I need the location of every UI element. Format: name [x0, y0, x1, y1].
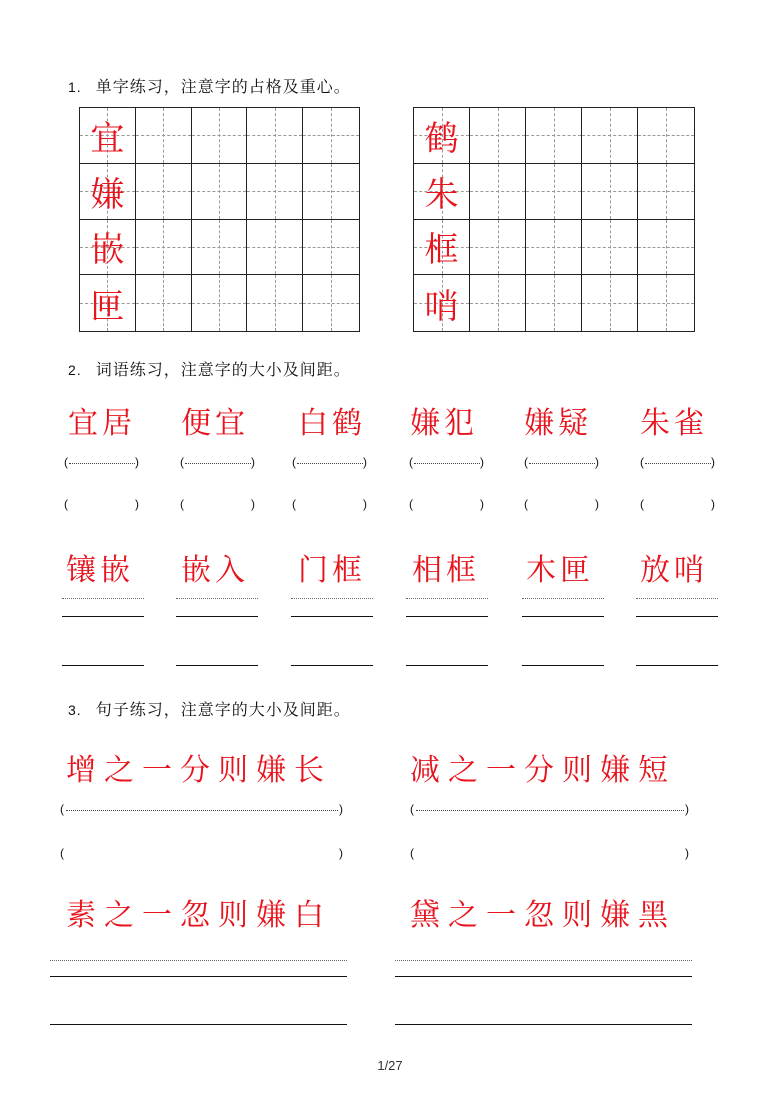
grid-cell — [192, 164, 248, 220]
grid-cell — [136, 220, 192, 276]
writing-line — [176, 665, 258, 666]
dotted-guide — [185, 463, 251, 464]
grid-cell — [303, 275, 359, 331]
grid-guide-horizontal — [526, 303, 581, 304]
paren-open: ( — [292, 455, 296, 469]
model-character: 嵌 — [90, 230, 125, 271]
dotted-guide — [395, 960, 692, 961]
model-character: 鹤 — [424, 118, 459, 159]
grid-guide-horizontal — [303, 191, 359, 192]
grid-guide-horizontal — [247, 191, 302, 192]
paren-close: ) — [595, 455, 599, 469]
sentence-1: 增之一分则嫌长 — [66, 753, 332, 788]
grid-guide-horizontal — [526, 135, 581, 136]
paren-open: ( — [640, 455, 644, 469]
paren-open: ( — [640, 497, 644, 511]
paren-close: ) — [135, 497, 139, 511]
grid-cell — [192, 275, 248, 331]
section-2-title — [68, 357, 351, 380]
grid-cell — [526, 275, 582, 331]
paren-open: ( — [409, 455, 413, 469]
section-3-text: 句子练习，注意字的大小及间距。 — [95, 700, 351, 719]
grid-guide-horizontal — [526, 191, 581, 192]
grid-cell — [136, 275, 192, 331]
grid-guide-horizontal — [582, 303, 637, 304]
grid-cell — [136, 108, 192, 164]
grid-guide-horizontal — [470, 303, 525, 304]
paren-close: ) — [480, 455, 484, 469]
dotted-guide — [529, 463, 595, 464]
word-7: 镶嵌 — [66, 553, 134, 588]
word-6: 朱雀 — [640, 406, 708, 441]
paren-close: ) — [711, 497, 715, 511]
grid-guide-horizontal — [247, 303, 302, 304]
grid-cell — [192, 220, 248, 276]
paren-close: ) — [251, 497, 255, 511]
writing-line — [291, 616, 373, 617]
dotted-guide — [406, 598, 488, 599]
grid-guide-horizontal — [470, 191, 525, 192]
grid-cell — [582, 275, 638, 331]
model-character: 嫌 — [90, 174, 125, 215]
grid-cell — [80, 164, 136, 220]
grid-guide-horizontal — [526, 247, 581, 248]
paren-open: ( — [409, 497, 413, 511]
grid-guide-horizontal — [582, 247, 637, 248]
section-3-title — [68, 697, 351, 720]
grid-guide-horizontal — [136, 191, 191, 192]
dotted-guide — [69, 463, 135, 464]
grid-cell — [470, 164, 526, 220]
paren-open: ( — [64, 497, 68, 511]
paren-close: ) — [339, 802, 343, 816]
writing-line — [406, 665, 488, 666]
dotted-guide — [522, 598, 604, 599]
grid-cell — [414, 164, 470, 220]
grid-guide-horizontal — [192, 303, 247, 304]
grid-cell — [638, 108, 694, 164]
paren-close: ) — [711, 455, 715, 469]
section-1-number: 1. — [68, 79, 82, 95]
grid-cell — [414, 220, 470, 276]
grid-guide-horizontal — [470, 247, 525, 248]
section-1-title — [68, 74, 351, 97]
word-3: 白鹤 — [298, 406, 366, 441]
grid-cell — [582, 220, 638, 276]
grid-cell — [247, 108, 303, 164]
grid-guide-horizontal — [303, 135, 359, 136]
writing-line — [522, 616, 604, 617]
word-1: 宜居 — [68, 406, 136, 441]
section-3-number: 3. — [68, 702, 82, 718]
paren-close: ) — [251, 455, 255, 469]
grid-cell — [303, 108, 359, 164]
sentence-4: 黛之一忽则嫌黑 — [410, 898, 676, 933]
paren-open: ( — [292, 497, 296, 511]
grid-cell — [582, 164, 638, 220]
model-character: 宜 — [90, 118, 125, 159]
dotted-guide — [416, 810, 684, 811]
sentence-2: 减之一分则嫌短 — [410, 753, 676, 788]
word-12: 放哨 — [640, 553, 708, 588]
dotted-guide — [62, 598, 144, 599]
grid-guide-horizontal — [247, 135, 302, 136]
paren-close: ) — [363, 497, 367, 511]
grid-cell — [638, 275, 694, 331]
grid-cell — [638, 164, 694, 220]
word-8: 嵌入 — [181, 553, 249, 588]
word-2: 便宜 — [181, 406, 249, 441]
grid-guide-horizontal — [192, 247, 247, 248]
writing-line — [62, 665, 144, 666]
grid-guide-horizontal — [638, 135, 694, 136]
paren-close: ) — [363, 455, 367, 469]
writing-line — [176, 616, 258, 617]
grid-guide-horizontal — [247, 247, 302, 248]
paren-open: ( — [60, 846, 64, 860]
section-1-text: 单字练习，注意字的占格及重心。 — [95, 77, 351, 96]
grid-cell — [303, 220, 359, 276]
grid-guide-horizontal — [582, 191, 637, 192]
dotted-guide — [297, 463, 363, 464]
grid-cell — [470, 275, 526, 331]
dotted-guide — [50, 960, 347, 961]
writing-line — [50, 1024, 347, 1025]
dotted-guide — [414, 463, 480, 464]
grid-guide-horizontal — [470, 135, 525, 136]
word-5: 嫌疑 — [524, 406, 592, 441]
section-2-number: 2. — [68, 362, 82, 378]
paren-close: ) — [480, 497, 484, 511]
word-10: 相框 — [412, 553, 480, 588]
dotted-guide — [176, 598, 258, 599]
grid-guide-horizontal — [192, 191, 247, 192]
writing-line — [395, 976, 692, 977]
grid-guide-horizontal — [136, 303, 191, 304]
writing-line — [395, 1024, 692, 1025]
paren-open: ( — [180, 497, 184, 511]
grid-guide-horizontal — [638, 191, 694, 192]
grid-cell — [470, 220, 526, 276]
grid-cell — [638, 220, 694, 276]
practice-grid-left — [79, 107, 360, 332]
writing-line — [291, 665, 373, 666]
grid-cell — [414, 108, 470, 164]
paren-close: ) — [595, 497, 599, 511]
paren-close: ) — [685, 846, 689, 860]
grid-cell — [136, 164, 192, 220]
paren-close: ) — [135, 455, 139, 469]
dotted-guide — [645, 463, 711, 464]
sentence-3: 素之一忽则嫌白 — [66, 898, 332, 933]
writing-line — [636, 665, 718, 666]
writing-line — [522, 665, 604, 666]
grid-cell — [526, 164, 582, 220]
grid-cell — [526, 220, 582, 276]
writing-line — [62, 616, 144, 617]
grid-cell — [80, 275, 136, 331]
grid-cell — [80, 108, 136, 164]
paren-open: ( — [410, 846, 414, 860]
writing-line — [50, 976, 347, 977]
grid-cell — [247, 164, 303, 220]
grid-cell — [414, 275, 470, 331]
writing-line — [636, 616, 718, 617]
word-9: 门框 — [298, 553, 366, 588]
grid-guide-horizontal — [192, 135, 247, 136]
grid-cell — [470, 108, 526, 164]
dotted-guide — [66, 810, 338, 811]
grid-guide-horizontal — [303, 303, 359, 304]
paren-open: ( — [60, 802, 64, 816]
model-character: 朱 — [424, 174, 459, 215]
grid-cell — [247, 220, 303, 276]
grid-guide-horizontal — [136, 135, 191, 136]
grid-cell — [247, 275, 303, 331]
page-number: 1/27 — [377, 1058, 403, 1073]
practice-grid-right — [413, 107, 695, 332]
word-11: 木匣 — [526, 553, 594, 588]
writing-line — [406, 616, 488, 617]
grid-cell — [303, 164, 359, 220]
dotted-guide — [636, 598, 718, 599]
grid-guide-horizontal — [582, 135, 637, 136]
word-4: 嫌犯 — [410, 406, 478, 441]
dotted-guide — [291, 598, 373, 599]
grid-guide-horizontal — [136, 247, 191, 248]
paren-open: ( — [180, 455, 184, 469]
paren-open: ( — [410, 802, 414, 816]
paren-open: ( — [64, 455, 68, 469]
grid-cell — [80, 220, 136, 276]
model-character: 框 — [424, 230, 459, 271]
grid-cell — [582, 108, 638, 164]
model-character: 匣 — [90, 286, 125, 327]
section-2-text: 词语练习，注意字的大小及间距。 — [95, 360, 351, 379]
paren-close: ) — [685, 802, 689, 816]
paren-open: ( — [524, 455, 528, 469]
grid-guide-horizontal — [638, 303, 694, 304]
grid-cell — [192, 108, 248, 164]
grid-guide-horizontal — [638, 247, 694, 248]
paren-close: ) — [339, 846, 343, 860]
model-character: 哨 — [424, 286, 459, 327]
grid-cell — [526, 108, 582, 164]
paren-open: ( — [524, 497, 528, 511]
grid-guide-horizontal — [303, 247, 359, 248]
